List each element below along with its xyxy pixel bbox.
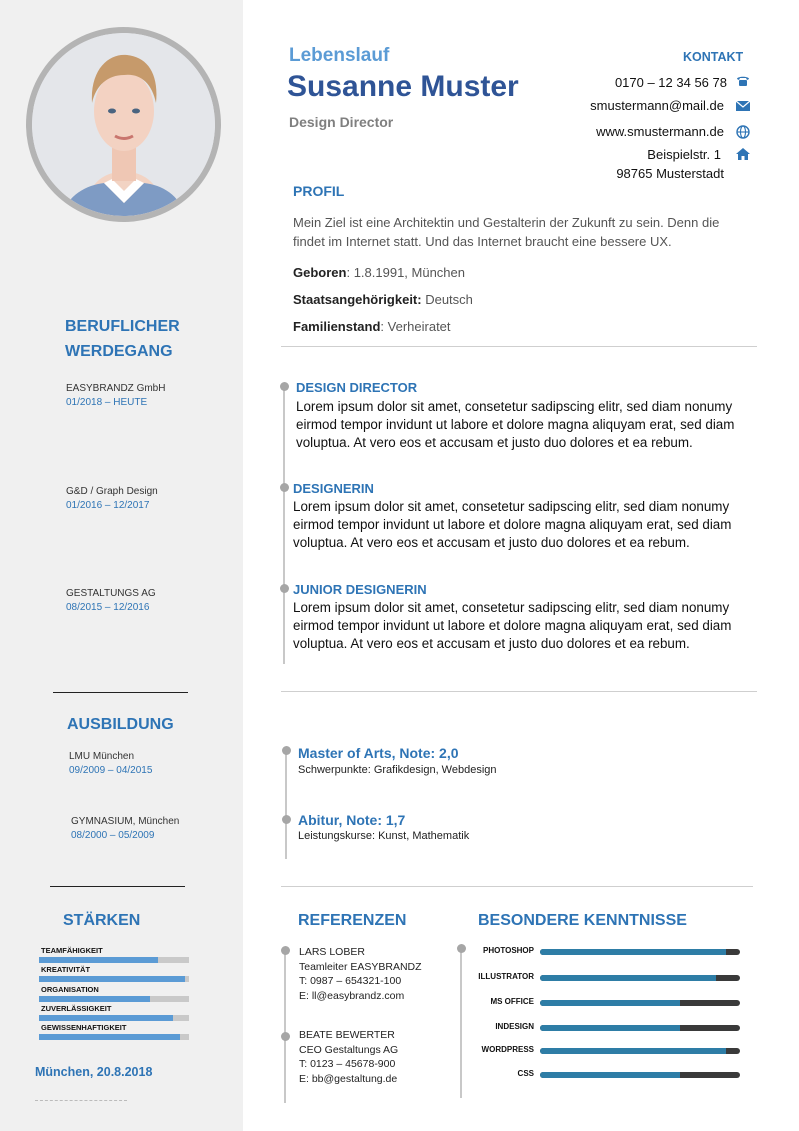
knowledge-bar-fill bbox=[540, 1025, 680, 1031]
reference-2 bbox=[299, 1028, 398, 1086]
career-heading bbox=[65, 314, 180, 364]
strength-label: KREATIVITÄT bbox=[41, 965, 91, 975]
reference-phone: T: 0987 – 654321-100 bbox=[299, 975, 402, 987]
career-dates-2: 01/2016 – 12/2017 bbox=[66, 500, 150, 511]
signature-line bbox=[35, 1100, 127, 1101]
career-dates-1: 01/2018 – HEUTE bbox=[66, 397, 148, 408]
knowledge-label: ILLUSTRATOR bbox=[478, 972, 534, 981]
knowledge-bar-fill bbox=[540, 949, 726, 955]
globe-icon bbox=[735, 125, 751, 139]
education-school-2: GYMNASIUM, München bbox=[71, 816, 180, 827]
born-value: : 1.8.1991, München bbox=[346, 265, 465, 280]
reference-phone: T: 0123 – 45678-900 bbox=[299, 1058, 396, 1070]
knowledge-heading: BESONDERE KENNTNISSE bbox=[478, 912, 687, 929]
header-label: Lebenslauf bbox=[289, 45, 390, 66]
timeline-dot bbox=[281, 1032, 290, 1041]
strength-bar bbox=[39, 976, 189, 982]
references-timeline bbox=[284, 948, 286, 1103]
born-label: Geboren bbox=[293, 265, 347, 280]
contact-web[interactable]: www.smustermann.de bbox=[596, 124, 724, 139]
education-dates-1: 09/2009 – 04/2015 bbox=[69, 765, 153, 776]
divider bbox=[281, 346, 757, 347]
timeline-dot bbox=[281, 946, 290, 955]
education-detail-2: Leistungskurse: Kunst, Mathematik bbox=[298, 830, 470, 842]
timeline-dot bbox=[280, 483, 289, 492]
marital-row bbox=[293, 317, 451, 336]
career-dates-3: 08/2015 – 12/2016 bbox=[66, 602, 150, 613]
strength-bar-fill bbox=[39, 957, 158, 963]
reference-email[interactable]: E: ll@easybrandz.com bbox=[299, 989, 405, 1002]
timeline-dot bbox=[280, 584, 289, 593]
strengths-heading: STÄRKEN bbox=[63, 912, 141, 929]
nationality-value: Deutsch bbox=[421, 292, 473, 307]
timeline-dot bbox=[280, 382, 289, 391]
divider bbox=[281, 886, 753, 887]
knowledge-bar bbox=[540, 1025, 740, 1031]
contact-email[interactable]: smustermann@mail.de bbox=[590, 98, 724, 113]
strength-bar bbox=[39, 957, 189, 963]
person-name: Susanne Muster bbox=[287, 70, 519, 103]
strength-bar bbox=[39, 996, 189, 1002]
career-company-3: GESTALTUNGS AG bbox=[66, 588, 156, 599]
profile-photo bbox=[26, 27, 221, 222]
strength-bar-fill bbox=[39, 976, 185, 982]
timeline-dot bbox=[282, 746, 291, 755]
nationality-label: Staatsangehörigkeit: bbox=[293, 292, 422, 307]
knowledge-timeline bbox=[460, 948, 462, 1098]
contact-heading: KONTAKT bbox=[683, 50, 744, 64]
career-role-1: DESIGN DIRECTOR bbox=[296, 380, 418, 395]
contact-phone: 0170 – 12 34 56 78 bbox=[614, 75, 727, 90]
strength-label: ZUVERLÄSSIGKEIT bbox=[41, 1003, 112, 1013]
sidebar-divider bbox=[53, 692, 188, 693]
education-degree-2: Abitur, Note: 1,7 bbox=[298, 812, 406, 828]
strength-bar bbox=[39, 1034, 189, 1040]
job-title: Design Director bbox=[289, 114, 394, 130]
education-detail-1: Schwerpunkte: Grafikdesign, Webdesign bbox=[298, 764, 497, 776]
reference-role: CEO Gestaltungs AG bbox=[299, 1043, 399, 1056]
marital-value: : Verheiratet bbox=[380, 319, 451, 334]
timeline-dot bbox=[282, 815, 291, 824]
career-role-2: DESIGNERIN bbox=[293, 481, 374, 496]
home-icon bbox=[735, 147, 751, 161]
career-heading-line1: BERUFLICHER bbox=[65, 318, 180, 335]
strength-label: TEAMFÄHIGKEIT bbox=[41, 946, 103, 955]
knowledge-bar bbox=[540, 975, 740, 981]
strength-label: ORGANISATION bbox=[41, 984, 99, 994]
career-heading-line2: WERDEGANG bbox=[65, 343, 173, 360]
career-company-1: EASYBRANDZ GmbH bbox=[66, 383, 166, 394]
reference-1 bbox=[299, 945, 422, 1003]
knowledge-bar-fill bbox=[540, 1072, 680, 1078]
strength-label: GEWISSENHAFTIGKEIT bbox=[41, 1023, 127, 1033]
career-text-3: Lorem ipsum dolor sit amet, consetetur sadipscing elitr, sed diam nonumy eirmod tempor invidunt ut labore et dolore magna aliquyam erat, sed diam voluptua. At vero eos et accusam et justo duo dolores et ea rebum. bbox=[293, 600, 732, 651]
knowledge-bar-fill bbox=[540, 1048, 726, 1054]
strength-bar-fill bbox=[39, 1015, 173, 1021]
contact-city: 98765 Musterstadt bbox=[616, 166, 724, 181]
phone-icon bbox=[735, 74, 751, 88]
career-text-1: Lorem ipsum dolor sit amet, consetetur sadipscing elitr, sed diam nonumy eirmod tempor invidunt ut labore et dolore magna aliquyam erat, sed diam voluptua. At vero eos et accusam et justo duo dolores et ea rebum. bbox=[296, 399, 735, 450]
knowledge-bar-fill bbox=[540, 975, 716, 981]
nationality-row bbox=[293, 290, 473, 309]
strength-bar-fill bbox=[39, 996, 150, 1002]
career-role-3: JUNIOR DESIGNERIN bbox=[293, 582, 427, 597]
mail-icon bbox=[735, 99, 751, 113]
knowledge-label: WORDPRESS bbox=[481, 1045, 534, 1054]
education-degree-1: Master of Arts, Note: 2,0 bbox=[298, 745, 459, 761]
career-company-2: G&D / Graph Design bbox=[66, 486, 158, 497]
strength-bar-fill bbox=[39, 1034, 180, 1040]
knowledge-bar-fill bbox=[540, 1000, 680, 1006]
education-timeline bbox=[285, 749, 287, 859]
knowledge-label: MS OFFICE bbox=[490, 997, 534, 1006]
knowledge-bar bbox=[540, 949, 740, 955]
signature-place-date: München, 20.8.2018 bbox=[35, 1065, 153, 1079]
divider bbox=[281, 691, 757, 692]
born-row bbox=[293, 263, 465, 282]
contact-street: Beispielstr. 1 bbox=[647, 147, 721, 162]
sidebar-divider bbox=[50, 886, 185, 887]
profile-text: Mein Ziel ist eine Architektin und Gestalterin der Zukunft zu sein. Denn die findet im Internet statt. Und das Internet braucht eine bessere UX. bbox=[293, 215, 720, 249]
marital-label: Familienstand bbox=[293, 319, 381, 334]
career-text-2: Lorem ipsum dolor sit amet, consetetur sadipscing elitr, sed diam nonumy eirmod tempor invidunt ut labore et dolore magna aliquyam erat, sed diam voluptua. At vero eos et accusam et justo duo dolores et ea rebum. bbox=[293, 499, 732, 550]
knowledge-bar bbox=[540, 1048, 740, 1054]
profile-heading: PROFIL bbox=[293, 183, 345, 199]
knowledge-label: INDESIGN bbox=[495, 1022, 534, 1031]
references-heading: REFERENZEN bbox=[298, 912, 407, 929]
education-dates-2: 08/2000 – 05/2009 bbox=[71, 830, 155, 841]
reference-role: Teamleiter EASYBRANDZ bbox=[299, 960, 422, 973]
career-timeline bbox=[283, 386, 285, 664]
knowledge-label: PHOTOSHOP bbox=[483, 946, 534, 955]
reference-email[interactable]: E: bb@gestaltung.de bbox=[299, 1072, 398, 1085]
knowledge-bar bbox=[540, 1072, 740, 1078]
education-school-1: LMU München bbox=[69, 751, 135, 762]
reference-name: LARS LOBER bbox=[299, 946, 365, 958]
reference-name: BEATE BEWERTER bbox=[299, 1029, 395, 1041]
knowledge-bar bbox=[540, 1000, 740, 1006]
knowledge-label: CSS bbox=[517, 1069, 534, 1078]
strength-bar bbox=[39, 1015, 189, 1021]
education-heading: AUSBILDUNG bbox=[67, 716, 174, 733]
